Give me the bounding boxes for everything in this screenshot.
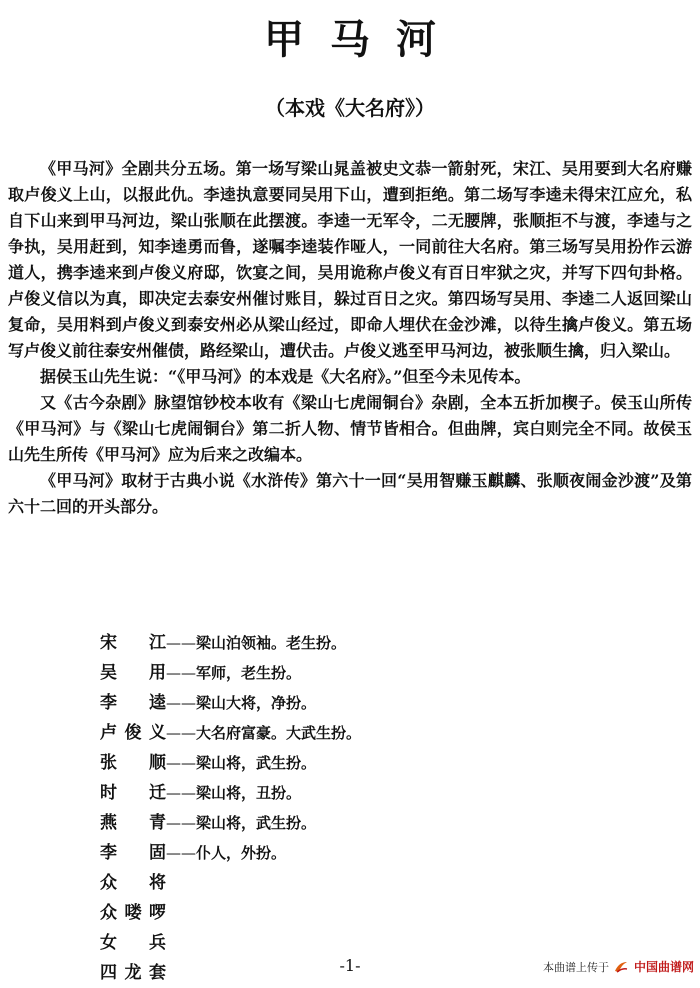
cast-dash: —— — [166, 814, 196, 832]
cast-list — [100, 628, 361, 988]
cast-dash: —— — [166, 784, 196, 802]
cast-name: 众将 — [100, 873, 166, 893]
paragraph: 据侯玉山先生说：“《甲马河》的本戏是《大名府》。”但至今未见传本。 — [40, 367, 531, 386]
cast-row — [100, 688, 361, 718]
paragraph: 《甲马河》取材于古典小说《水浒传》第六十一回“吴用智赚玉麒麟、张顺夜闹金沙渡”及第六十二回的开头部分。 — [8, 471, 692, 516]
swoosh-logo-icon — [614, 960, 628, 974]
cast-name: 李逵 — [100, 693, 166, 713]
site-watermark — [543, 958, 694, 975]
paragraph: 《甲马河》全剧共分五场。第一场写梁山晁盖被史文恭一箭射死，宋江、吴用要到大名府赚取卢俊义上山，以报此仇。李逵执意要同吴用下山，遭到拒绝。第二场写李逵未得宋江应允，私自下山来到甲马河边，梁山张顺在此摆渡。李逵一无军令，二无腰牌，张顺拒不与渡，李逵与之争执，吴用赶到，知李逵勇而鲁，遂嘱李逵装作哑人，一同前往大名府。第三场写吴用扮作云游道人，携李逵来到卢俊义府邸，饮宴之间，吴用诡称卢俊义有百日牢狱之灾，并写下四句卦格。卢俊义信以为真，即决定去泰安州催讨账目，躲过百日之灾。第四场写吴用、李逵二人返回梁山复命，吴用料到卢俊义到泰安州必从梁山经过，即命人埋伏在金沙滩，以待生擒卢俊义。第五场写卢俊义前往泰安州催债，路经梁山，遭伏击。卢俊义逃至甲马河边，被张顺生擒，归入梁山。 — [8, 159, 692, 360]
cast-name: 卢俊义 — [100, 723, 166, 743]
cast-name: 四龙套 — [100, 963, 166, 983]
cast-name: 燕青 — [100, 813, 166, 833]
cast-row — [100, 898, 361, 928]
cast-row — [100, 748, 361, 778]
cast-name: 女兵 — [100, 933, 166, 953]
cast-name: 众喽啰 — [100, 903, 166, 923]
cast-dash: —— — [166, 634, 196, 652]
cast-row — [100, 778, 361, 808]
cast-desc: 梁山将，武生扮。 — [196, 814, 317, 832]
cast-name: 吴用 — [100, 663, 166, 683]
cast-desc: 梁山将，武生扮。 — [196, 754, 317, 772]
cast-row — [100, 838, 361, 868]
cast-desc: 大名府富豪。大武生扮。 — [196, 724, 362, 742]
cast-row — [100, 718, 361, 748]
cast-row — [100, 868, 361, 898]
cast-name: 宋江 — [100, 633, 166, 653]
synopsis — [8, 156, 692, 520]
cast-dash: —— — [166, 844, 196, 862]
cast-row — [100, 928, 361, 958]
page-subtitle: （本戏《大名府》） — [265, 96, 435, 120]
cast-dash: —— — [166, 724, 196, 742]
cast-name: 时迁 — [100, 783, 166, 803]
page-title: 甲马河 — [264, 17, 462, 63]
cast-dash: —— — [166, 694, 196, 712]
cast-dash: —— — [166, 754, 196, 772]
cast-row — [100, 658, 361, 688]
cast-dash: —— — [166, 664, 196, 682]
watermark-prefix: 本曲谱上传于 — [542, 961, 609, 974]
cast-desc: 梁山大将，净扮。 — [196, 694, 317, 712]
cast-desc: 仆人，外扮。 — [196, 844, 287, 862]
cast-row — [100, 628, 361, 658]
cast-row — [100, 808, 361, 838]
paragraph: 又《古今杂剧》脉望馆钞校本收有《梁山七虎闹铜台》杂剧，全本五折加楔子。侯玉山所传《甲马河》与《梁山七虎闹铜台》第二折人物、情节皆相合。但曲牌，宾白则完全不同。故侯玉山先生所传《甲马河》应为后来之改编本。 — [8, 393, 692, 464]
cast-name: 张顺 — [100, 753, 166, 773]
cast-desc: 军师，老生扮。 — [196, 664, 302, 682]
page-number: -1- — [339, 956, 361, 975]
cast-desc: 梁山泊领袖。老生扮。 — [196, 634, 347, 652]
cast-name: 李固 — [100, 843, 166, 863]
watermark-brand: 中国曲谱网 — [633, 960, 694, 974]
cast-desc: 梁山将，丑扮。 — [196, 784, 302, 802]
